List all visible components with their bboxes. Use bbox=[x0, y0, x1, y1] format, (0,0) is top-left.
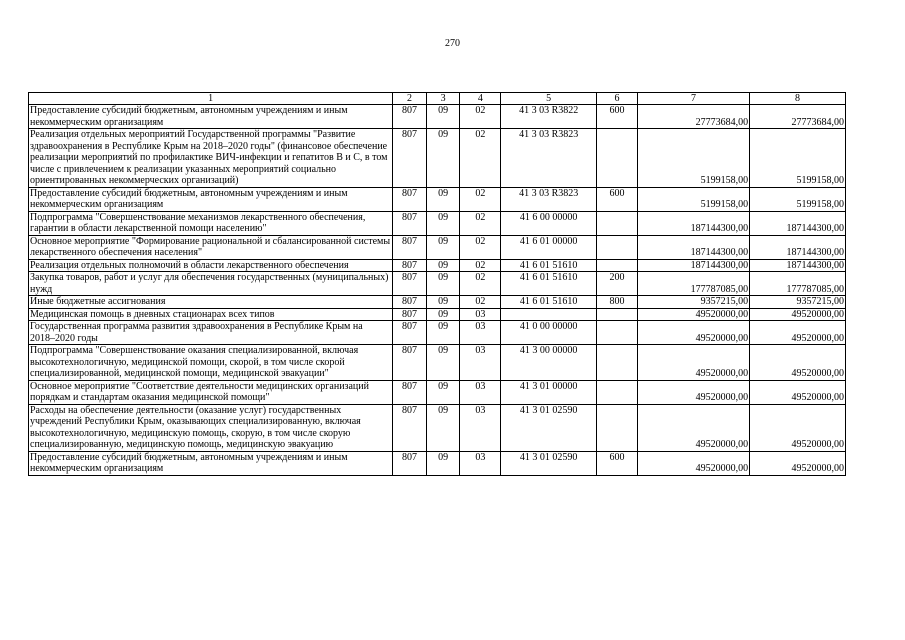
description-cell: Реализация отдельных мероприятий Государственной программы "Развитие здравоохранения в Республике Крым на 2018–2020 годы" (финансовое обеспечение реализации мероприятий по профилактике ВИЧ-инфекции и гепатитов В и С, в том числе с привлечением к реализации указанных мероприятий социально ориентированных некоммерческих организаций) bbox=[29, 129, 393, 188]
description-cell: Закупка товаров, работ и услуг для обеспечения государственных (муниципальных) нужд bbox=[29, 272, 393, 296]
table-row bbox=[29, 308, 846, 321]
amount-cell: 49520000,00 bbox=[750, 404, 846, 451]
code-admin-cell: 807 bbox=[393, 404, 427, 451]
amount-cell: 49520000,00 bbox=[637, 404, 749, 451]
amount-cell: 177787085,00 bbox=[750, 272, 846, 296]
code-admin-cell: 807 bbox=[393, 105, 427, 129]
amount-cell: 5199158,00 bbox=[750, 129, 846, 188]
table-row bbox=[29, 235, 846, 259]
header-cell-2: 2 bbox=[393, 93, 427, 105]
amount-cell: 49520000,00 bbox=[750, 308, 846, 321]
code-admin-cell: 807 bbox=[393, 345, 427, 381]
header-cell-5: 5 bbox=[501, 93, 597, 105]
description-cell: Подпрограмма "Совершенствование механизмов лекарственного обеспечения, гарантии в области лекарственной помощи населению" bbox=[29, 211, 393, 235]
code-expense-type-cell bbox=[597, 129, 638, 188]
description-cell: Медицинская помощь в дневных стационарах всех типов bbox=[29, 308, 393, 321]
code-target-cell: 41 0 00 00000 bbox=[501, 321, 597, 345]
code-target-cell: 41 3 03 R3823 bbox=[501, 129, 597, 188]
amount-cell: 5199158,00 bbox=[637, 129, 749, 188]
code-section-cell: 09 bbox=[426, 272, 460, 296]
code-target-cell: 41 6 01 51610 bbox=[501, 296, 597, 309]
code-target-cell bbox=[501, 308, 597, 321]
header-cell-3: 3 bbox=[426, 93, 460, 105]
code-expense-type-cell: 800 bbox=[597, 296, 638, 309]
amount-cell: 187144300,00 bbox=[637, 259, 749, 272]
table-row bbox=[29, 272, 846, 296]
code-section-cell: 09 bbox=[426, 345, 460, 381]
amount-cell: 187144300,00 bbox=[637, 211, 749, 235]
code-subsection-cell: 02 bbox=[460, 187, 501, 211]
table-row bbox=[29, 259, 846, 272]
amount-cell: 27773684,00 bbox=[750, 105, 846, 129]
code-admin-cell: 807 bbox=[393, 235, 427, 259]
amount-cell: 49520000,00 bbox=[637, 345, 749, 381]
code-admin-cell: 807 bbox=[393, 211, 427, 235]
code-section-cell: 09 bbox=[426, 187, 460, 211]
code-section-cell: 09 bbox=[426, 321, 460, 345]
description-cell: Основное мероприятие "Соответствие деятельности медицинских организаций порядкам и стандартам оказания медицинской помощи" bbox=[29, 380, 393, 404]
amount-cell: 187144300,00 bbox=[750, 211, 846, 235]
page-number: 270 bbox=[445, 38, 460, 49]
description-cell: Государственная программа развития здравоохранения в Республике Крым на 2018–2020 годы bbox=[29, 321, 393, 345]
code-subsection-cell: 02 bbox=[460, 296, 501, 309]
amount-cell: 49520000,00 bbox=[637, 321, 749, 345]
description-cell: Предоставление субсидий бюджетным, автономным учреждениям и иным некоммерческим организациям bbox=[29, 187, 393, 211]
code-subsection-cell: 03 bbox=[460, 404, 501, 451]
code-section-cell: 09 bbox=[426, 211, 460, 235]
description-cell: Предоставление субсидий бюджетным, автономным учреждениям и иным некоммерческим организациям bbox=[29, 451, 393, 475]
code-admin-cell: 807 bbox=[393, 296, 427, 309]
code-admin-cell: 807 bbox=[393, 308, 427, 321]
table-row bbox=[29, 321, 846, 345]
code-subsection-cell: 02 bbox=[460, 235, 501, 259]
table-header-row bbox=[29, 93, 846, 105]
amount-cell: 187144300,00 bbox=[637, 235, 749, 259]
code-target-cell: 41 6 00 00000 bbox=[501, 211, 597, 235]
table-row bbox=[29, 105, 846, 129]
code-subsection-cell: 03 bbox=[460, 380, 501, 404]
code-admin-cell: 807 bbox=[393, 259, 427, 272]
amount-cell: 49520000,00 bbox=[750, 345, 846, 381]
code-subsection-cell: 03 bbox=[460, 451, 501, 475]
amount-cell: 5199158,00 bbox=[637, 187, 749, 211]
table-row bbox=[29, 404, 846, 451]
code-subsection-cell: 02 bbox=[460, 272, 501, 296]
code-admin-cell: 807 bbox=[393, 321, 427, 345]
table-row bbox=[29, 451, 846, 475]
budget-table bbox=[28, 92, 846, 476]
code-expense-type-cell bbox=[597, 235, 638, 259]
code-target-cell: 41 3 01 02590 bbox=[501, 404, 597, 451]
code-subsection-cell: 03 bbox=[460, 345, 501, 381]
code-target-cell: 41 3 03 R3822 bbox=[501, 105, 597, 129]
code-section-cell: 09 bbox=[426, 105, 460, 129]
code-expense-type-cell: 200 bbox=[597, 272, 638, 296]
description-cell: Основное мероприятие "Формирование рациональной и сбалансированной системы лекарственного обеспечения населения" bbox=[29, 235, 393, 259]
description-cell: Подпрограмма "Совершенствование оказания специализированной, включая высокотехнологичную, медицинской помощи, скорой, в том числе скорой специализированной, медицинской помощи, медицинской эвакуации" bbox=[29, 345, 393, 381]
amount-cell: 49520000,00 bbox=[750, 380, 846, 404]
amount-cell: 49520000,00 bbox=[750, 451, 846, 475]
code-subsection-cell: 02 bbox=[460, 259, 501, 272]
amount-cell: 187144300,00 bbox=[750, 259, 846, 272]
code-subsection-cell: 03 bbox=[460, 321, 501, 345]
code-target-cell: 41 3 01 00000 bbox=[501, 380, 597, 404]
code-admin-cell: 807 bbox=[393, 380, 427, 404]
amount-cell: 5199158,00 bbox=[750, 187, 846, 211]
amount-cell: 49520000,00 bbox=[637, 308, 749, 321]
code-subsection-cell: 02 bbox=[460, 129, 501, 188]
code-section-cell: 09 bbox=[426, 380, 460, 404]
code-section-cell: 09 bbox=[426, 451, 460, 475]
code-expense-type-cell: 600 bbox=[597, 187, 638, 211]
table-row bbox=[29, 187, 846, 211]
code-expense-type-cell bbox=[597, 211, 638, 235]
code-subsection-cell: 03 bbox=[460, 308, 501, 321]
code-target-cell: 41 6 01 51610 bbox=[501, 259, 597, 272]
amount-cell: 177787085,00 bbox=[637, 272, 749, 296]
amount-cell: 49520000,00 bbox=[637, 380, 749, 404]
header-cell-7: 7 bbox=[637, 93, 749, 105]
code-section-cell: 09 bbox=[426, 296, 460, 309]
code-target-cell: 41 3 03 R3823 bbox=[501, 187, 597, 211]
code-target-cell: 41 3 00 00000 bbox=[501, 345, 597, 381]
description-cell: Расходы на обеспечение деятельности (оказание услуг) государственных учреждений Республики Крым, оказывающих специализированную, включая высокотехнологичную, медицинскую помощь, скорую, в том числе скорую специализированную, медицинскую помощь, медицинскую эвакуацию bbox=[29, 404, 393, 451]
code-section-cell: 09 bbox=[426, 308, 460, 321]
table-row bbox=[29, 296, 846, 309]
code-section-cell: 09 bbox=[426, 259, 460, 272]
code-expense-type-cell: 600 bbox=[597, 105, 638, 129]
description-cell: Реализация отдельных полномочий в области лекарственного обеспечения bbox=[29, 259, 393, 272]
header-cell-6: 6 bbox=[597, 93, 638, 105]
code-section-cell: 09 bbox=[426, 235, 460, 259]
code-expense-type-cell bbox=[597, 345, 638, 381]
code-subsection-cell: 02 bbox=[460, 105, 501, 129]
description-cell: Иные бюджетные ассигнования bbox=[29, 296, 393, 309]
table-row bbox=[29, 345, 846, 381]
code-target-cell: 41 6 01 51610 bbox=[501, 272, 597, 296]
table-row bbox=[29, 380, 846, 404]
code-expense-type-cell bbox=[597, 321, 638, 345]
header-cell-8: 8 bbox=[750, 93, 846, 105]
code-admin-cell: 807 bbox=[393, 272, 427, 296]
code-expense-type-cell bbox=[597, 380, 638, 404]
code-admin-cell: 807 bbox=[393, 451, 427, 475]
description-cell: Предоставление субсидий бюджетным, автономным учреждениям и иным некоммерческим организациям bbox=[29, 105, 393, 129]
code-expense-type-cell bbox=[597, 404, 638, 451]
code-expense-type-cell: 600 bbox=[597, 451, 638, 475]
code-subsection-cell: 02 bbox=[460, 211, 501, 235]
header-cell-4: 4 bbox=[460, 93, 501, 105]
amount-cell: 9357215,00 bbox=[637, 296, 749, 309]
code-section-cell: 09 bbox=[426, 404, 460, 451]
code-expense-type-cell bbox=[597, 259, 638, 272]
amount-cell: 27773684,00 bbox=[637, 105, 749, 129]
code-section-cell: 09 bbox=[426, 129, 460, 188]
table-row bbox=[29, 211, 846, 235]
header-cell-1: 1 bbox=[29, 93, 393, 105]
code-expense-type-cell bbox=[597, 308, 638, 321]
code-target-cell: 41 6 01 00000 bbox=[501, 235, 597, 259]
table-row bbox=[29, 129, 846, 188]
code-target-cell: 41 3 01 02590 bbox=[501, 451, 597, 475]
code-admin-cell: 807 bbox=[393, 129, 427, 188]
amount-cell: 49520000,00 bbox=[750, 321, 846, 345]
amount-cell: 49520000,00 bbox=[637, 451, 749, 475]
amount-cell: 187144300,00 bbox=[750, 235, 846, 259]
code-admin-cell: 807 bbox=[393, 187, 427, 211]
amount-cell: 9357215,00 bbox=[750, 296, 846, 309]
